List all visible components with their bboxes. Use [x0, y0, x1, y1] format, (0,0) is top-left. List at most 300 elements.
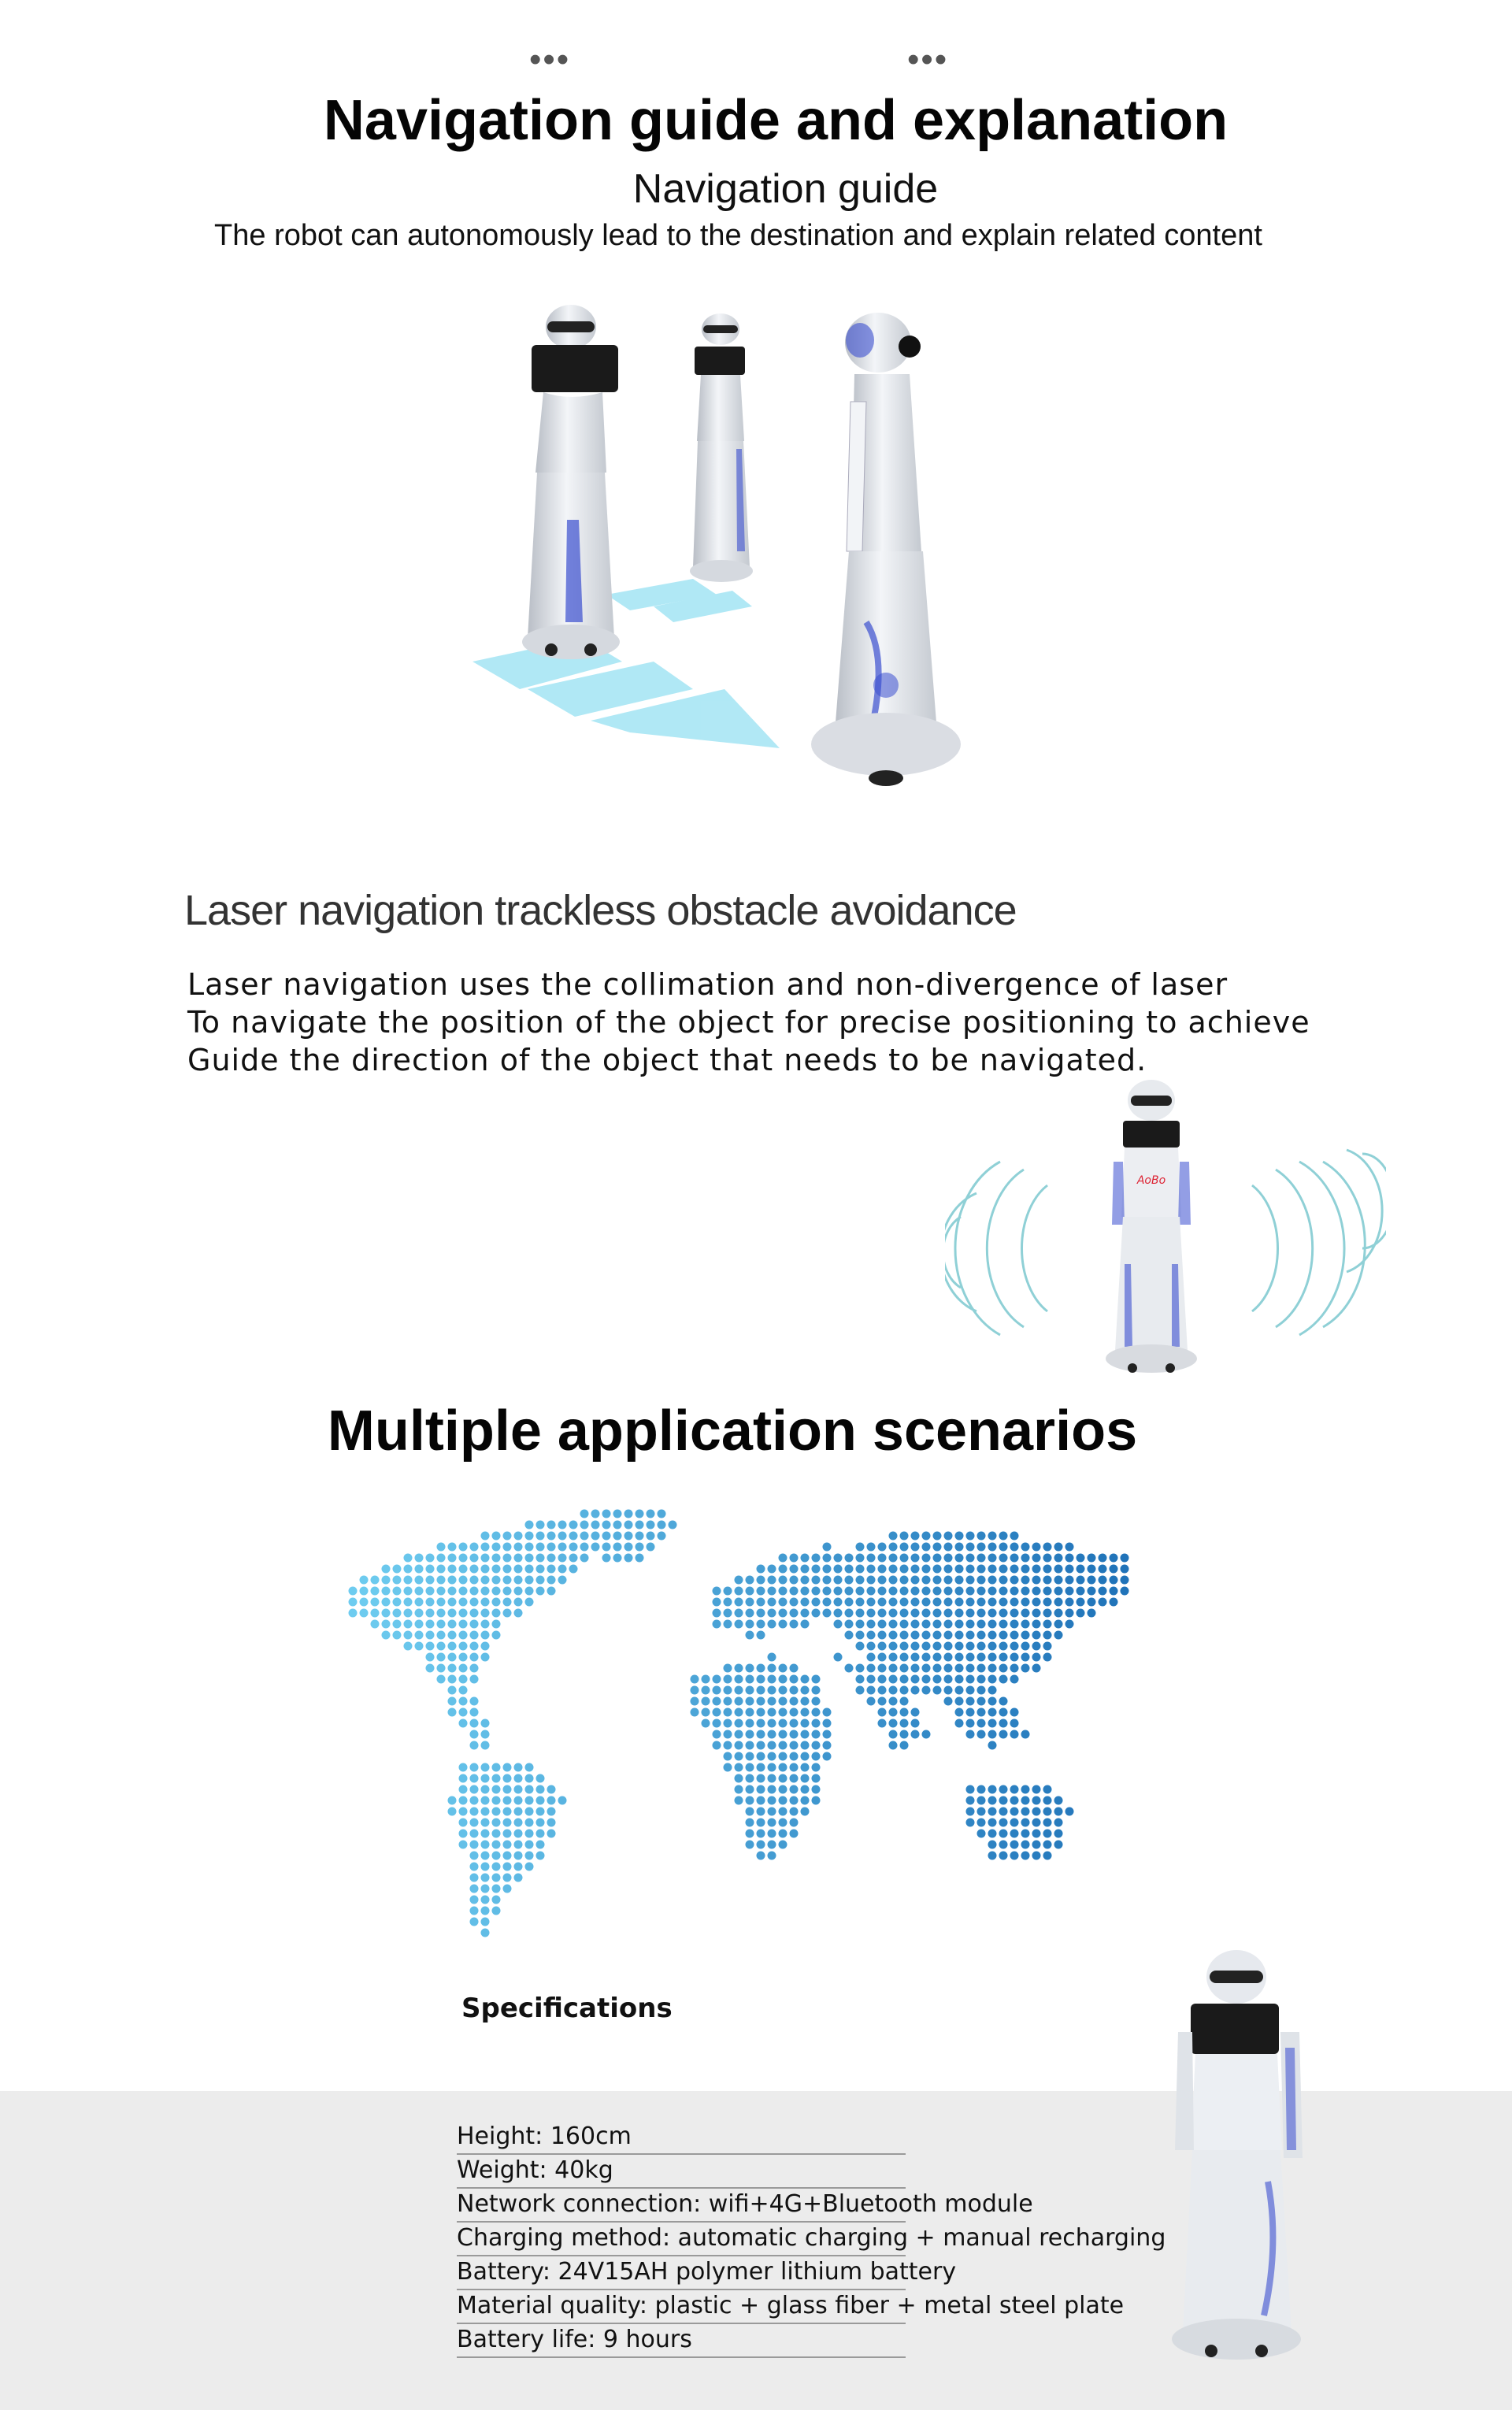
map-dot [503, 1819, 512, 1827]
map-dot [933, 1686, 942, 1695]
map-dot [1088, 1587, 1096, 1596]
map-dot [426, 1620, 435, 1629]
map-dot [856, 1686, 865, 1695]
map-dot [812, 1785, 821, 1794]
map-dot [525, 1808, 534, 1816]
map-dot [768, 1819, 776, 1827]
robot-side [811, 313, 961, 786]
map-dot [1032, 1830, 1041, 1838]
map-dot [999, 1719, 1008, 1728]
map-dot [1010, 1852, 1019, 1860]
map-dot [867, 1675, 876, 1684]
map-dot [779, 1609, 788, 1618]
map-dot [492, 1830, 501, 1838]
map-dot [481, 1653, 490, 1662]
map-dot [922, 1653, 931, 1662]
map-dot [547, 1785, 556, 1794]
map-dot [735, 1752, 743, 1761]
map-dot [1032, 1620, 1041, 1629]
map-dot [536, 1819, 545, 1827]
map-dot [1021, 1543, 1030, 1552]
map-dot [1043, 1576, 1052, 1585]
map-dot [845, 1609, 854, 1618]
map-dot [624, 1554, 633, 1563]
map-dot [1054, 1796, 1063, 1805]
map-dot [933, 1664, 942, 1673]
map-dot [404, 1620, 413, 1629]
map-dot [757, 1587, 765, 1596]
map-dot [481, 1609, 490, 1618]
map-dot [801, 1598, 810, 1607]
map-dot [503, 1543, 512, 1552]
map-dot [547, 1819, 556, 1827]
map-dot [999, 1819, 1008, 1827]
map-dot [426, 1653, 435, 1662]
map-dot [470, 1796, 479, 1805]
map-dot [911, 1653, 920, 1662]
spec-row-weight [457, 2154, 906, 2189]
map-dot [900, 1741, 909, 1750]
map-dot [1032, 1664, 1041, 1673]
map-dot [966, 1808, 975, 1816]
map-dot [757, 1664, 765, 1673]
map-dot [459, 1664, 468, 1673]
map-dot [757, 1708, 765, 1717]
map-dot [900, 1532, 909, 1541]
map-dot [1043, 1796, 1052, 1805]
map-dot [459, 1609, 468, 1618]
map-dot [889, 1741, 898, 1750]
map-dot [1010, 1708, 1019, 1717]
map-dot [1043, 1808, 1052, 1816]
map-dot [492, 1543, 501, 1552]
map-dot [1065, 1565, 1074, 1574]
map-dot [1032, 1587, 1041, 1596]
spec-text: Material quality: plastic + glass fiber + metal steel plate [457, 2292, 1125, 2319]
map-dot [691, 1697, 699, 1706]
map-dot [977, 1554, 986, 1563]
map-dot [746, 1796, 754, 1805]
map-dot [481, 1620, 490, 1629]
map-dot [988, 1675, 997, 1684]
map-dot [371, 1620, 380, 1629]
map-dot [647, 1521, 655, 1529]
map-dot [735, 1719, 743, 1728]
map-dot [713, 1708, 721, 1717]
map-dot [779, 1841, 788, 1849]
map-dot [525, 1785, 534, 1794]
map-dot [569, 1554, 578, 1563]
map-dot [1043, 1631, 1052, 1640]
map-dot [988, 1697, 997, 1706]
map-dot [823, 1565, 832, 1574]
map-dot [1043, 1620, 1052, 1629]
map-dot [746, 1686, 754, 1695]
map-dot [911, 1554, 920, 1563]
map-dot [944, 1532, 953, 1541]
map-dot [823, 1598, 832, 1607]
map-dot [1054, 1587, 1063, 1596]
map-dot [746, 1664, 754, 1673]
map-dot [966, 1532, 975, 1541]
map-dot [492, 1763, 501, 1772]
map-dot [1021, 1730, 1030, 1739]
map-dot [1043, 1653, 1052, 1662]
map-dot [790, 1587, 799, 1596]
map-dot [779, 1796, 788, 1805]
map-dot [525, 1543, 534, 1552]
map-dot [448, 1543, 457, 1552]
map-dot [658, 1521, 666, 1529]
map-dot [988, 1565, 997, 1574]
map-dot [404, 1609, 413, 1618]
map-dot [779, 1730, 788, 1739]
map-dot [624, 1510, 633, 1518]
map-dot [757, 1752, 765, 1761]
map-dot [459, 1785, 468, 1794]
map-dot [415, 1620, 424, 1629]
map-dot [492, 1819, 501, 1827]
map-dot [1021, 1554, 1030, 1563]
map-dot [790, 1609, 799, 1618]
map-dot [889, 1664, 898, 1673]
map-dot [768, 1708, 776, 1717]
map-dot [724, 1598, 732, 1607]
map-dot [1110, 1598, 1118, 1607]
map-dot [790, 1598, 799, 1607]
map-dot [415, 1609, 424, 1618]
map-dot [988, 1653, 997, 1662]
map-dot [393, 1576, 402, 1585]
map-dot [470, 1830, 479, 1838]
map-dot [988, 1686, 997, 1695]
map-dot [955, 1532, 964, 1541]
map-dot [779, 1697, 788, 1706]
map-dot [702, 1686, 710, 1695]
map-dot [889, 1587, 898, 1596]
map-dot [867, 1609, 876, 1618]
map-dot [911, 1587, 920, 1596]
map-dot [724, 1752, 732, 1761]
map-dot [470, 1896, 479, 1904]
map-dot [812, 1675, 821, 1684]
map-dot [977, 1708, 986, 1717]
map-dot [900, 1576, 909, 1585]
map-dot [525, 1841, 534, 1849]
map-dot [514, 1841, 523, 1849]
map-dot [459, 1587, 468, 1596]
map-dot [735, 1741, 743, 1750]
map-dot [503, 1874, 512, 1882]
map-dot [459, 1631, 468, 1640]
map-dot [900, 1719, 909, 1728]
map-dot [1032, 1565, 1041, 1574]
map-dot [371, 1598, 380, 1607]
map-dot [1010, 1796, 1019, 1805]
map-dot [889, 1554, 898, 1563]
map-dot [856, 1631, 865, 1640]
map-dot [977, 1631, 986, 1640]
map-dot [823, 1708, 832, 1717]
map-dot [713, 1609, 721, 1618]
map-dot [1021, 1587, 1030, 1596]
map-dot [878, 1719, 887, 1728]
map-dot [591, 1521, 600, 1529]
map-dot [415, 1576, 424, 1585]
map-dot [746, 1631, 754, 1640]
map-dot [889, 1532, 898, 1541]
map-dot [580, 1510, 589, 1518]
map-dot [1054, 1819, 1063, 1827]
map-dot [1021, 1796, 1030, 1805]
map-dot [746, 1697, 754, 1706]
map-dot [944, 1631, 953, 1640]
map-dot [999, 1808, 1008, 1816]
map-dot [415, 1554, 424, 1563]
map-dot [1110, 1565, 1118, 1574]
map-dot [812, 1565, 821, 1574]
map-dot [724, 1664, 732, 1673]
map-dot [757, 1763, 765, 1772]
map-dot [558, 1554, 567, 1563]
map-dot [1032, 1852, 1041, 1860]
map-dot [536, 1796, 545, 1805]
map-dot [558, 1543, 567, 1552]
map-dot [999, 1841, 1008, 1849]
map-dot [525, 1521, 534, 1529]
map-dot [724, 1708, 732, 1717]
map-dot [514, 1543, 523, 1552]
map-dot [889, 1675, 898, 1684]
map-dot [999, 1554, 1008, 1563]
map-dot [933, 1653, 942, 1662]
map-dot [834, 1598, 843, 1607]
map-dot [779, 1741, 788, 1750]
map-dot [966, 1796, 975, 1805]
map-dot [999, 1587, 1008, 1596]
map-dot [779, 1576, 788, 1585]
map-dot [746, 1841, 754, 1849]
map-dot [503, 1841, 512, 1849]
laser-line-2: To navigate the position of the object for precise positioning to achieve [187, 1005, 1310, 1040]
map-dot [900, 1631, 909, 1640]
map-dot [724, 1730, 732, 1739]
map-dot [514, 1852, 523, 1860]
map-dot [393, 1565, 402, 1574]
page-title: Navigation guide and explanation [323, 89, 1228, 152]
map-dot [470, 1598, 479, 1607]
map-dot [878, 1686, 887, 1695]
map-dot [580, 1554, 589, 1563]
map-dot [536, 1587, 545, 1596]
map-dot [702, 1697, 710, 1706]
map-dot [702, 1675, 710, 1684]
map-dot [404, 1631, 413, 1640]
map-dot [1099, 1598, 1107, 1607]
map-dot [1065, 1576, 1074, 1585]
map-dot [878, 1609, 887, 1618]
map-dot [801, 1609, 810, 1618]
map-dot [988, 1664, 997, 1673]
map-dot [1021, 1653, 1030, 1662]
map-dot [624, 1543, 633, 1552]
map-dot [492, 1841, 501, 1849]
map-dot [481, 1918, 490, 1926]
map-dot [448, 1808, 457, 1816]
map-dot [757, 1576, 765, 1585]
map-dot [470, 1874, 479, 1882]
map-dot [911, 1664, 920, 1673]
map-dot [713, 1675, 721, 1684]
map-dot [514, 1796, 523, 1805]
map-dot [955, 1587, 964, 1596]
map-dot [1077, 1554, 1085, 1563]
world-map-dots [346, 1496, 1150, 1953]
map-dot [1032, 1785, 1041, 1794]
map-dot [415, 1631, 424, 1640]
map-dot [558, 1521, 567, 1529]
map-dot [702, 1708, 710, 1717]
map-dot [757, 1598, 765, 1607]
map-dot [536, 1576, 545, 1585]
map-dot [988, 1609, 997, 1618]
map-dot [922, 1543, 931, 1552]
map-dot [746, 1763, 754, 1772]
map-dot [911, 1686, 920, 1695]
map-dot [525, 1796, 534, 1805]
map-dot [834, 1554, 843, 1563]
robot-specs-illustration [1134, 1945, 1339, 2371]
map-dot [437, 1598, 446, 1607]
map-dot [492, 1554, 501, 1563]
map-dot [459, 1719, 468, 1728]
map-dot [735, 1664, 743, 1673]
map-dot [977, 1808, 986, 1816]
map-dot [613, 1521, 622, 1529]
map-dot [988, 1841, 997, 1849]
map-dot [779, 1587, 788, 1596]
spec-text: Height: 160cm [457, 2123, 632, 2150]
map-dot [404, 1587, 413, 1596]
map-dot [536, 1785, 545, 1794]
map-dot [724, 1741, 732, 1750]
map-dot [988, 1543, 997, 1552]
map-dot [801, 1730, 810, 1739]
map-dot [624, 1521, 633, 1529]
map-dot [801, 1774, 810, 1783]
map-dot [459, 1598, 468, 1607]
map-dot [845, 1587, 854, 1596]
robot-front [522, 305, 620, 659]
map-dot [415, 1587, 424, 1596]
map-dot [812, 1609, 821, 1618]
map-dot [492, 1631, 501, 1640]
map-dot [470, 1841, 479, 1849]
map-dot [470, 1631, 479, 1640]
map-dot [426, 1642, 435, 1651]
map-dot [966, 1576, 975, 1585]
map-dot [1054, 1830, 1063, 1838]
map-dot [746, 1598, 754, 1607]
map-dot [768, 1620, 776, 1629]
map-dot [360, 1587, 369, 1596]
robot-back [690, 313, 753, 582]
map-dot [492, 1852, 501, 1860]
map-dot [922, 1642, 931, 1651]
map-dot [691, 1686, 699, 1695]
map-dot [1021, 1830, 1030, 1838]
map-dot [999, 1708, 1008, 1717]
map-dot [856, 1675, 865, 1684]
map-dot [448, 1708, 457, 1717]
map-dot [525, 1852, 534, 1860]
map-dot [492, 1609, 501, 1618]
map-dot [779, 1664, 788, 1673]
map-dot [779, 1620, 788, 1629]
map-dot [1043, 1609, 1052, 1618]
map-dot [768, 1598, 776, 1607]
map-dot [481, 1874, 490, 1882]
map-dot [459, 1543, 468, 1552]
map-dot [878, 1576, 887, 1585]
map-dot [856, 1554, 865, 1563]
map-dot [867, 1697, 876, 1706]
map-dot [492, 1808, 501, 1816]
map-dot [647, 1543, 655, 1552]
map-dot [459, 1796, 468, 1805]
map-dot [1021, 1609, 1030, 1618]
map-dot [724, 1763, 732, 1772]
spec-row-battery-life [457, 2323, 906, 2358]
map-dot [988, 1598, 997, 1607]
map-dot [437, 1543, 446, 1552]
map-dot [1021, 1852, 1030, 1860]
map-dot [878, 1598, 887, 1607]
map-dot [448, 1686, 457, 1695]
map-dot [746, 1830, 754, 1838]
map-dot [470, 1785, 479, 1794]
map-dot [1010, 1609, 1019, 1618]
map-dot [790, 1763, 799, 1772]
map-dot [481, 1642, 490, 1651]
map-dot [503, 1774, 512, 1783]
map-dot [845, 1598, 854, 1607]
map-dot [1043, 1554, 1052, 1563]
map-dot [889, 1653, 898, 1662]
map-dot [514, 1763, 523, 1772]
map-dot [757, 1697, 765, 1706]
map-dot [481, 1830, 490, 1838]
laser-line-3: Guide the direction of the object that needs to be navigated. [187, 1043, 1147, 1077]
map-dot [812, 1741, 821, 1750]
map-dot [426, 1664, 435, 1673]
map-dot [735, 1785, 743, 1794]
map-dot [757, 1719, 765, 1728]
map-dot [426, 1565, 435, 1574]
map-dot [999, 1830, 1008, 1838]
map-dot [1088, 1576, 1096, 1585]
map-dot [1021, 1642, 1030, 1651]
map-dot [856, 1642, 865, 1651]
map-dot [812, 1708, 821, 1717]
map-dot [470, 1664, 479, 1673]
map-dot [437, 1587, 446, 1596]
map-dot [547, 1808, 556, 1816]
map-dot [922, 1609, 931, 1618]
map-dot [900, 1730, 909, 1739]
map-dot [944, 1664, 953, 1673]
map-dot [1065, 1808, 1074, 1816]
